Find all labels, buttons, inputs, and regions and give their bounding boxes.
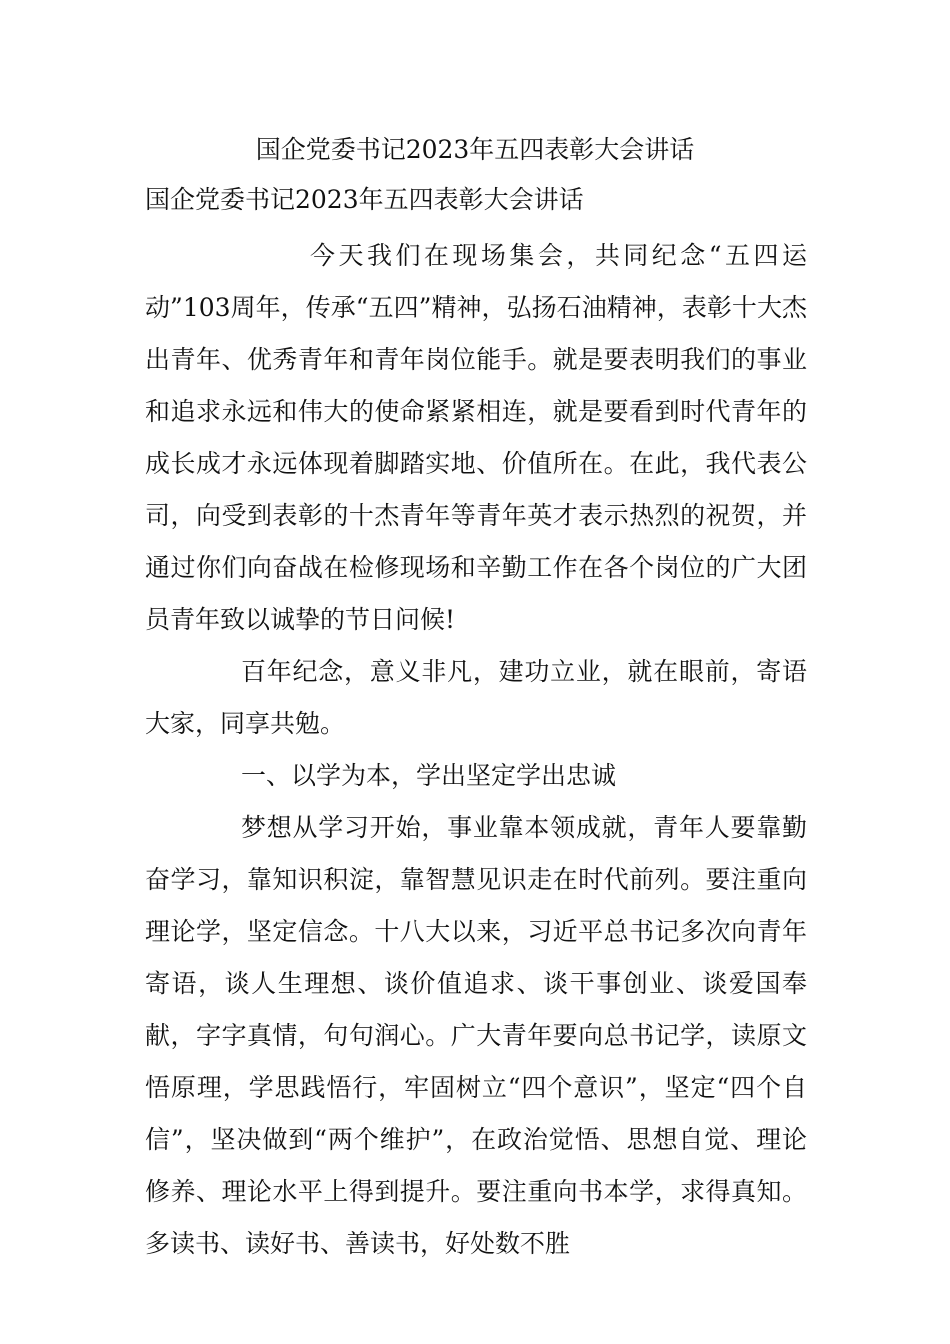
document-body xyxy=(145,230,807,1270)
document-subtitle: 国企党委书记2023年五四表彰大会讲话 xyxy=(145,185,584,214)
paragraph-opening: 今天我们在现场集会，共同纪念“五四运动”103周年，传承“五四”精神，弘扬石油精神，表彰十大杰出青年、优秀青年和青年岗位能手。就是要表明我们的事业和追求永远和伟大的使命紧紧相连，就是要看到时代青年的成长成才永远体现着脚踏实地、价值所在。在此，我代表公司，向受到表彰的十杰青年等青年英才表示热烈的祝贺，并通过你们向奋战在检修现场和辛勤工作在各个岗位的广大团员青年致以诚挚的节日问候! xyxy=(145,241,807,634)
document-title: 国企党委书记2023年五四表彰大会讲话 xyxy=(255,135,695,164)
section-heading: 一、以学为本，学出坚定学出忠诚 xyxy=(241,761,617,790)
paragraph-study: 梦想从学习开始，事业靠本领成就，青年人要靠勤奋学习，靠知识积淀，靠智慧见识走在时代前列。要注重向理论学，坚定信念。十八大以来，习近平总书记多次向青年寄语，谈人生理想、谈价值追求、谈干事创业、谈爱国奉献，字字真情，句句润心。广大青年要向总书记学，读原文悟原理，学思践悟行，牢固树立“四个意识”，坚定“四个自信”，坚决做到“两个维护”，在政治觉悟、思想自觉、理论修养、理论水平上得到提升。要注重向书本学，求得真知。多读书、读好书、善读书，好处数不胜 xyxy=(145,813,807,1258)
paragraph-message: 百年纪念，意义非凡，建功立业，就在眼前，寄语大家，同享共勉。 xyxy=(145,657,807,738)
